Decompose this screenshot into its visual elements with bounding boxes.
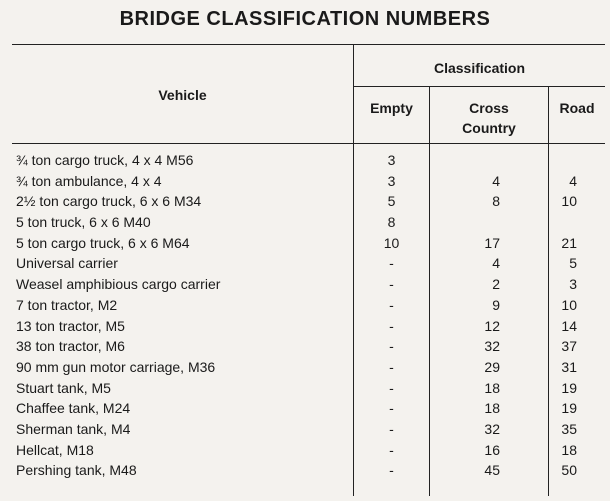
vehicle-cell: 7 ton tractor, M2	[16, 296, 118, 313]
cross-country-cell: 12	[484, 317, 500, 334]
cross-country-cell: 16	[484, 441, 500, 458]
vehicle-cell: ¾ ton ambulance, 4 x 4	[16, 172, 162, 189]
empty-cell: 3	[387, 172, 396, 189]
cross-country-cell: 29	[484, 358, 500, 375]
table-row	[0, 233, 610, 254]
road-cell: 5	[569, 255, 577, 272]
table-row	[0, 253, 610, 274]
empty-cell: 10	[383, 234, 400, 251]
table-body	[0, 150, 610, 481]
cross-country-cell: 4	[492, 172, 500, 189]
classification-rule	[354, 86, 605, 87]
table-row	[0, 191, 610, 212]
table-top-rule	[12, 44, 605, 45]
empty-cell: -	[389, 420, 394, 437]
table-row	[0, 212, 610, 233]
road-cell: 18	[561, 441, 577, 458]
table-row	[0, 274, 610, 295]
table-row	[0, 398, 610, 419]
table-row	[0, 295, 610, 316]
vehicle-cell: Stuart tank, M5	[16, 379, 111, 396]
vehicle-cell: Sherman tank, M4	[16, 420, 131, 437]
road-cell: 21	[561, 234, 577, 251]
road-cell: 19	[561, 379, 577, 396]
table-row	[0, 419, 610, 440]
vehicle-cell: 2½ ton cargo truck, 6 x 6 M34	[16, 193, 202, 210]
empty-cell: 5	[387, 193, 396, 210]
cross-country-header	[430, 98, 548, 138]
vehicle-cell: Chaffee tank, M24	[16, 400, 131, 417]
classification-header: Classification	[433, 60, 526, 76]
empty-cell: -	[389, 379, 394, 396]
vehicle-cell: 90 mm gun motor carriage, M36	[16, 358, 216, 375]
vehicle-cell: 5 ton cargo truck, 6 x 6 M64	[16, 234, 190, 251]
cross-country-cell: 8	[492, 193, 500, 210]
road-cell: 31	[561, 358, 577, 375]
road-cell: 3	[569, 276, 577, 293]
road-cell: 4	[569, 172, 577, 189]
table-row	[0, 357, 610, 378]
cross-country-cell: 4	[492, 255, 500, 272]
vehicle-cell: Universal carrier	[16, 255, 118, 272]
table-row	[0, 316, 610, 337]
vehicle-cell: ¾ ton cargo truck, 4 x 4 M56	[16, 152, 194, 168]
cross-country-cell: 2	[492, 276, 500, 293]
cross-country-cell: 45	[484, 462, 500, 479]
vehicle-cell: Hellcat, M18	[16, 441, 94, 458]
vehicle-cell: 5 ton truck, 6 x 6 M40	[16, 214, 151, 231]
cross-country-cell: 9	[492, 296, 500, 313]
table-row	[0, 150, 610, 171]
table-row	[0, 336, 610, 357]
cross-country-cell: 18	[484, 379, 500, 396]
table-row	[0, 440, 610, 461]
empty-cell: -	[389, 296, 394, 313]
road-cell: 35	[561, 420, 577, 437]
vehicle-cell: Pershing tank, M48	[16, 462, 137, 479]
empty-cell: 8	[387, 214, 396, 231]
road-cell: 37	[561, 338, 577, 355]
empty-cell: -	[389, 338, 394, 355]
road-cell: 19	[561, 400, 577, 417]
vehicle-cell: Weasel amphibious cargo carrier	[16, 276, 221, 293]
page-title: BRIDGE CLASSIFICATION NUMBERS	[119, 8, 491, 30]
cross-country-cell: 17	[484, 234, 500, 251]
empty-cell: 3	[387, 152, 396, 168]
cross-country-cell: 32	[484, 338, 500, 355]
empty-cell: -	[389, 276, 394, 293]
empty-cell: -	[389, 317, 394, 334]
empty-cell: -	[389, 441, 394, 458]
table-row	[0, 171, 610, 192]
empty-header: Empty	[370, 100, 413, 116]
vehicle-cell: 13 ton tractor, M5	[16, 317, 125, 334]
empty-cell: -	[389, 255, 394, 272]
empty-cell: -	[389, 462, 394, 479]
empty-cell: -	[389, 400, 394, 417]
road-cell: 10	[561, 296, 577, 313]
vehicle-header: Vehicle	[158, 87, 207, 103]
header-bottom-rule	[12, 143, 605, 144]
table-row	[0, 378, 610, 399]
road-cell: 50	[561, 462, 577, 479]
cross-header-line2: Country	[462, 120, 516, 136]
cross-country-cell: 18	[484, 400, 500, 417]
road-cell: 10	[561, 193, 577, 210]
cross-header-line1: Cross	[469, 100, 509, 116]
vehicle-cell: 38 ton tractor, M6	[16, 338, 125, 355]
table-row	[0, 460, 610, 481]
road-cell: 14	[561, 317, 577, 334]
empty-cell: -	[389, 358, 394, 375]
cross-country-cell: 32	[484, 420, 500, 437]
road-header: Road	[559, 100, 595, 116]
